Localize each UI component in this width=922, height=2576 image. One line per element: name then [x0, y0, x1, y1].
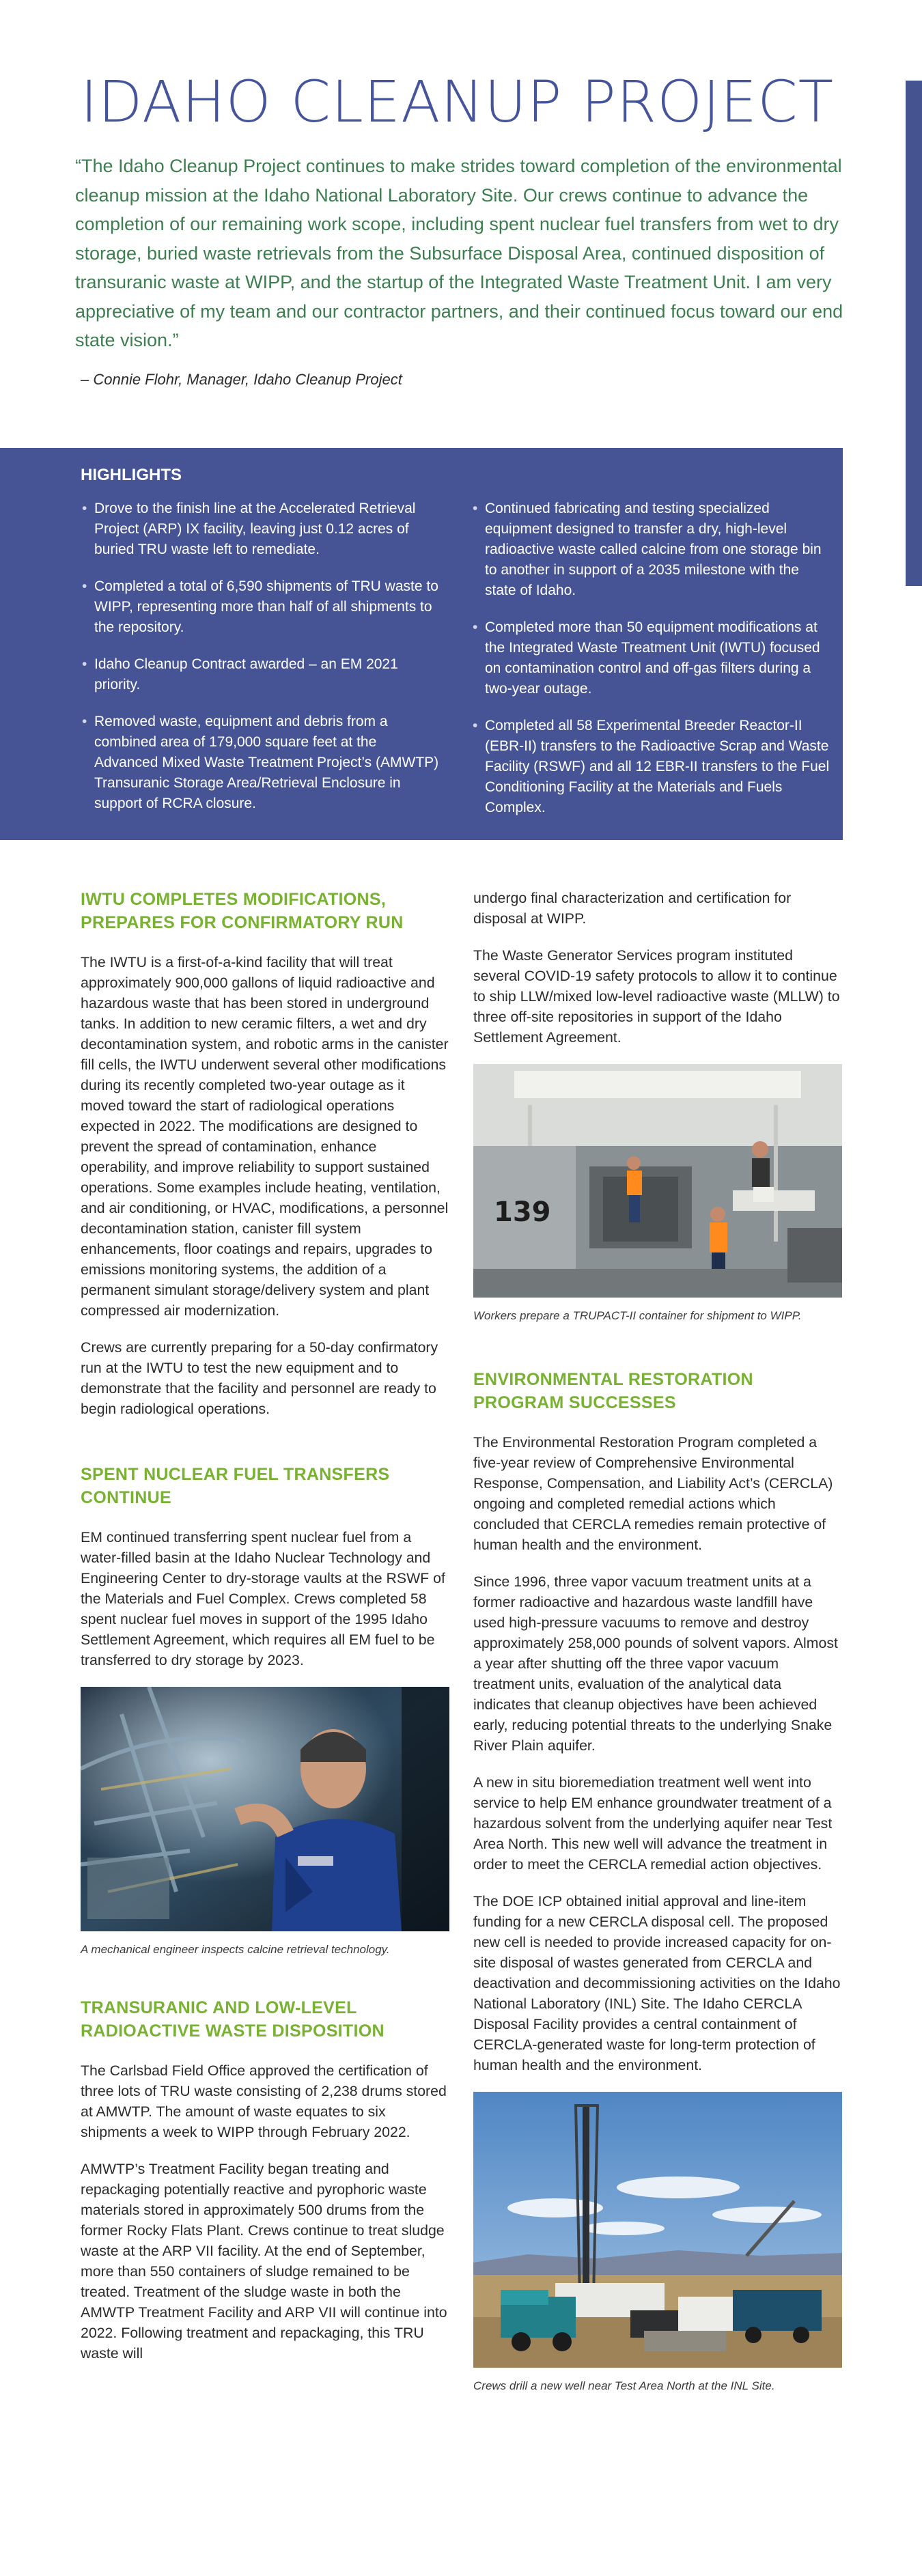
snf-paragraph-1: EM continued transferring spent nuclear fuel from a water-filled basin at the Idaho Nuclear Technology and Engineering Center to dry-storage vaults at the RSWF of the Materials and Fuel Complex. Crews completed 58 spent nuclear fuel moves in support of the 1995 Idaho Settlement Agreement, which requires all EM fuel to be transferred to dry storage by 2023.	[81, 1529, 445, 1668]
highlight-item: • Idaho Cleanup Contract awarded – an EM 2021 priority.	[81, 654, 443, 695]
erp-paragraph-3: A new in situ bioremediation treatment well went into service to help EM enhance groundwater treatment of a hazardous solvent from the underlying aquifer near Test Area North. This new well will advance the treatment in order to meet the CERCLA remedial action objectives.	[473, 1774, 833, 1873]
highlight-item: • Completed all 58 Experimental Breeder Reactor-II (EBR-II) transfers to the Radioactive Scrap and Waste Facility (RSWF) and all 12 EBR-II transfers to the Fuel Conditioning Facility at the Materials and Fuels Complex.	[471, 716, 833, 818]
section-heading-snf: SPENT NUCLEAR FUEL TRANSFERS CONTINUE	[81, 1465, 390, 1507]
photo-container-number: 139	[494, 1196, 551, 1228]
right-column	[473, 888, 842, 2394]
trupact-photo	[473, 1064, 842, 1298]
page-title: IDAHO CLEANUP PROJECT	[81, 68, 835, 135]
highlights-right-list	[471, 499, 833, 835]
left-column	[81, 888, 449, 2380]
tru-paragraph-2: AMWTP’s Treatment Facility began treating and repackaging potentially reactive and pyrophoric waste materials stored in approximately 500 drums from the former Rocky Flats Plant. Crews continue to treat sludge waste at the ARP VII facility. At the end of September, more than 550 containers of sludge remained to be treated. Treatment of the sludge waste in both the AMWTP Treatment Facility and ARP VII will continue into 2022. Following treatment and repackaging, this TRU waste will	[81, 2161, 447, 2362]
engineer-photo-caption: A mechanical engineer inspects calcine retrieval technology.	[81, 1943, 390, 1956]
section-heading-erp: ENVIRONMENTAL RESTORATION PROGRAM SUCCESSES	[473, 1370, 753, 1412]
drill-well-photo	[473, 2092, 842, 2368]
tru-paragraph-1: The Carlsbad Field Office approved the certification of three lots of TRU waste consisting of 2,238 drums stored at AMWTP. The amount of waste equates to six shipments a week to WIPP through February 2022.	[81, 2062, 447, 2140]
highlight-item: • Drove to the finish line at the Accelerated Retrieval Project (ARP) IX facility, leaving just 0.12 acres of buried TRU waste left to remediate.	[81, 499, 443, 560]
engineer-photo	[81, 1687, 449, 1931]
highlights-title: HIGHLIGHTS	[81, 466, 182, 484]
erp-paragraph-1: The Environmental Restoration Program completed a five-year review of Comprehensive Environmental Response, Compensation, and Liability Act’s (CERCLA) ongoing and completed remedial actions which concluded that CERCLA remedies remain protective of human health and the environment.	[473, 1434, 833, 1553]
section-heading-iwtu: IWTU COMPLETES MODIFICATIONS, PREPARES FOR CONFIRMATORY RUN	[81, 890, 404, 932]
tru-paragraph-3: undergo final characterization and certification for disposal at WIPP.	[473, 890, 792, 927]
highlight-item: • Removed waste, equipment and debris from a combined area of 179,000 square feet at the Advanced Mixed Waste Treatment Project’s (AMWTP) Transuranic Storage Area/Retrieval Enclosure in support of RCRA closure.	[81, 712, 443, 814]
highlights-left-list	[81, 499, 443, 830]
side-tab-marker	[906, 81, 922, 586]
highlight-item: • Completed more than 50 equipment modifications at the Integrated Waste Treatment Unit (IWTU) focused on contamination control and off-gas filters during a two-year outage.	[471, 617, 833, 699]
tru-paragraph-4: The Waste Generator Services program instituted several COVID-19 safety protocols to allow it to continue to ship LLW/mixed low-level radioactive waste (MLLW) to three off-site repositories in support of the Idaho Settlement Agreement.	[473, 947, 840, 1046]
trupact-photo-caption: Workers prepare a TRUPACT-II container for shipment to WIPP.	[473, 1309, 802, 1322]
highlight-item: • Continued fabricating and testing specialized equipment designed to transfer a dry, high-level radioactive waste called calcine from one storage bin to another in support of a 2035 milestone with the state of Idaho.	[471, 499, 833, 601]
iwtu-paragraph-1: The IWTU is a first-of-a-kind facility that will treat approximately 900,000 gallons of liquid radioactive and hazardous waste that has been stored in underground tanks. In addition to new ceramic filters, a wet and dry decontamination system, and robotic arms in the canister fill cells, the IWTU underwent several other modifications during its recently completed two-year outage as it moved toward the start of radiological operations expected in 2022. The modifications are designed to prevent the spread of contamination, enhance operability, and improve reliability to support sustained operations. Some examples include heating, ventilation, and air conditioning, or HVAC, modifications, a personnel decontamination station, canister fill system enhancements, floor coatings and repairs, upgrades to emissions monitoring systems, the addition of a permanent simulant storage/delivery system and plant compressed air modernization.	[81, 954, 449, 1319]
quote-attribution: – Connie Flohr, Manager, Idaho Cleanup Project	[81, 371, 402, 388]
section-heading-tru: TRANSURANIC AND LOW-LEVEL RADIOACTIVE WASTE DISPOSITION	[81, 1998, 385, 2041]
highlights-panel	[0, 448, 843, 840]
manager-quote: “The Idaho Cleanup Project continues to make strides toward completion of the environmental cleanup mission at the Idaho National Laboratory Site. Our crews continue to advance the completion of our remaining work scope, including spent nuclear fuel transfers from wet to dry storage, buried waste retrievals from the Subsurface Disposal Area, continued disposition of transuranic waste at WIPP, and the startup of the Integrated Waste Treatment Unit. I am very appreciative of my team and our contractor partners, and their continued focus toward our end state vision.”	[75, 156, 843, 350]
iwtu-paragraph-2: Crews are currently preparing for a 50-day confirmatory run at the IWTU to test the new equipment and to demonstrate that the facility and personnel are ready to begin radiological operations.	[81, 1339, 438, 1417]
erp-paragraph-2: Since 1996, three vapor vacuum treatment units at a former radioactive and hazardous waste landfill have used high-pressure vacuums to remove and destroy approximately 258,000 pounds of solvent vapors. Almost a year after shutting off the three vapor vacuum treatment units, evaluation of the analytical data indicates that cleanup objectives have been achieved early, reducing potential threats to the underlying Snake River Plain aquifer.	[473, 1573, 838, 1754]
highlight-item: • Completed a total of 6,590 shipments of TRU waste to WIPP, representing more than half of all shipments to the repository.	[81, 576, 443, 638]
erp-paragraph-4: The DOE ICP obtained initial approval and line-item funding for a new CERCLA disposal cell. The proposed new cell is needed to provide increased capacity for on-site disposal of wastes generated from CERCLA and deactivation and decommissioning activities on the Idaho National Laboratory (INL) Site. The Idaho CERCLA Disposal Facility provides a central containment of CERCLA-generated waste for long-term protection of human health and the environment.	[473, 1893, 841, 2073]
drill-well-photo-caption: Crews drill a new well near Test Area North at the INL Site.	[473, 2379, 775, 2392]
